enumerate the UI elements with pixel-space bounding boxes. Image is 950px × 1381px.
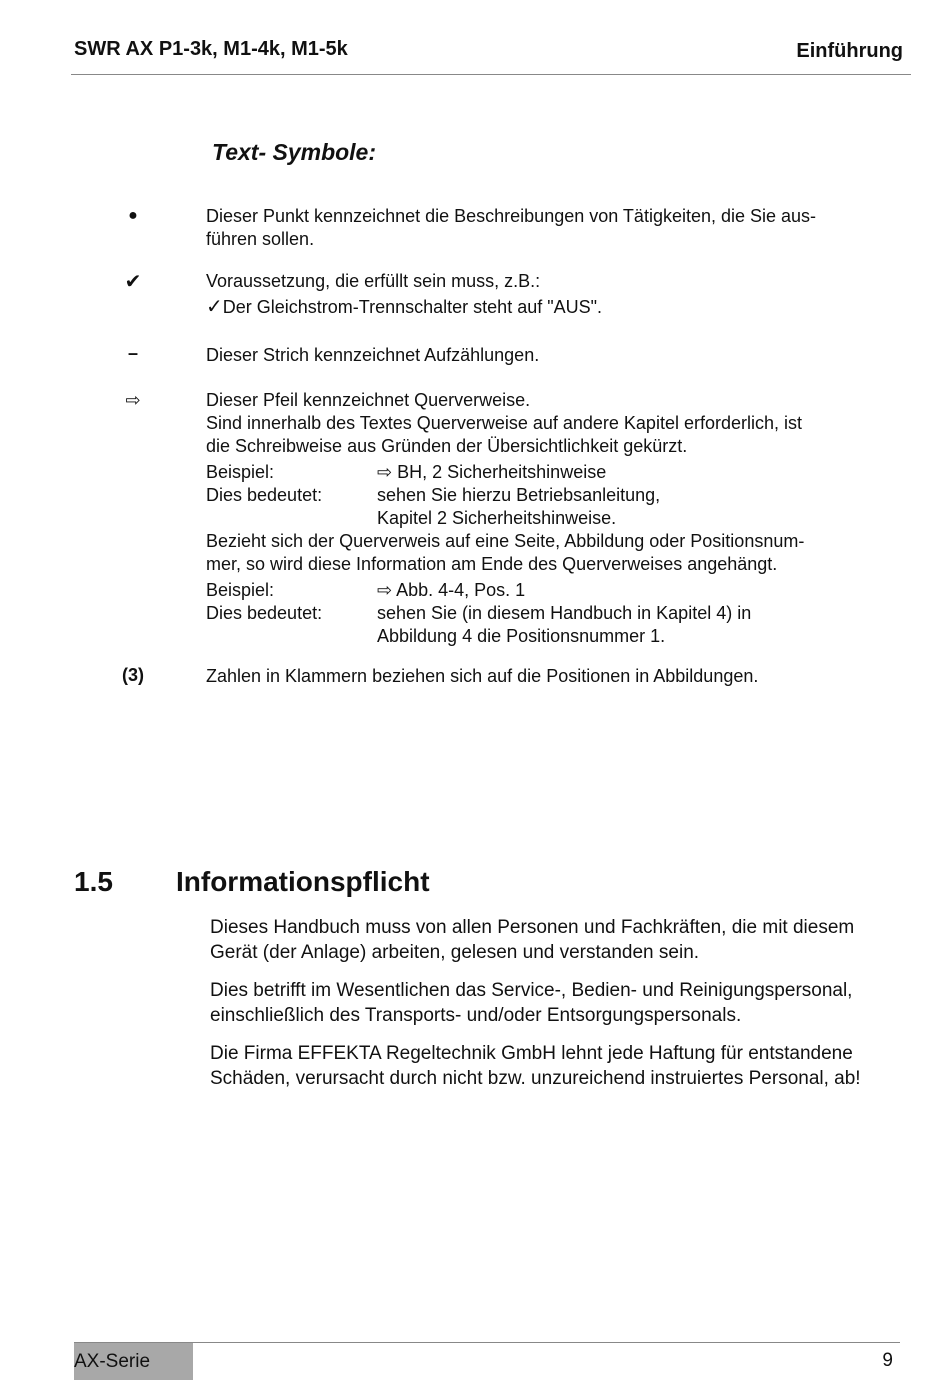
example-label: Beispiel: (206, 580, 275, 600)
header-rule (71, 74, 911, 75)
meaning-label: Dies bedeutet: (206, 603, 323, 623)
symbols-title: Text- Symbole: (212, 139, 377, 165)
bullet-icon: ● (128, 207, 138, 224)
text-line: Bezieht sich der Querverweis auf eine Seite, Abbildung oder Positionsnum- (206, 531, 805, 551)
header-chapter: Einführung (796, 40, 903, 62)
arrow-icon: ⇨ (125, 390, 141, 410)
arrow-description (206, 389, 804, 648)
bullet-description (206, 205, 816, 251)
footer-series-box (74, 1343, 193, 1380)
meaning-text: sehen Sie (in diesem Handbuch in Kapitel 4) in (377, 603, 752, 623)
dash-icon: – (127, 343, 138, 363)
paragraph: Dies betrifft im Wesentlichen das Service-, Bedien- und Reinigungspersonal, einschließlich des Transports- und/oder Entsorgungspersonals. (210, 980, 853, 1026)
text-line: Sind innerhalb des Textes Querverweise auf andere Kapitel erforderlich, ist (206, 413, 802, 433)
section-body (210, 916, 890, 1105)
header-product: SWR AX P1-3k, M1-4k, M1-5k (74, 38, 348, 60)
meaning-label: Dies bedeutet: (206, 485, 323, 505)
text-line: mer, so wird diese Information am Ende des Querverweises angehängt. (206, 554, 778, 574)
text-line: Dieser Punkt kennzeichnet die Beschreibungen von Tätigkeiten, die Sie aus- (206, 206, 817, 226)
check-description (206, 270, 602, 319)
page-number: 9 (882, 1350, 893, 1371)
example-value: Abb. 4-4, Pos. 1 (396, 580, 526, 600)
text-line: die Schreibweise aus Gründen der Übersichtlichkeit gekürzt. (206, 436, 688, 456)
footer-rule (74, 1342, 900, 1343)
arrow-icon: ⇨ (377, 580, 393, 600)
paragraph: Die Firma EFFEKTA Regeltechnik GmbH lehnt jede Haftung für entstandene Schäden, verursacht durch nicht bzw. unzureichend instruiertes Personal, ab! (210, 1043, 861, 1089)
example-value: BH, 2 Sicherheitshinweise (397, 462, 607, 482)
text-line: Dieser Pfeil kennzeichnet Querverweise. (206, 390, 531, 410)
section-number: 1.5 (74, 866, 113, 897)
text-line: Voraussetzung, die erfüllt sein muss, z.B.: (206, 271, 541, 291)
position-number-symbol: (3) (122, 665, 144, 685)
arrow-icon: ⇨ (377, 462, 393, 482)
text-line: Der Gleichstrom-Trennschalter steht auf "AUS". (222, 297, 603, 317)
footer-series: AX-Serie (74, 1351, 151, 1372)
paragraph: Dieses Handbuch muss von allen Personen und Fachkräften, die mit diesem Gerät (der Anlage) arbeiten, gelesen und verstanden sein. (210, 917, 855, 963)
checkmark-icon: ✔ (124, 271, 142, 293)
section-title: Informationspflicht (176, 866, 430, 897)
checkmark-icon: ✓ (206, 296, 223, 318)
example-label: Beispiel: (206, 462, 275, 482)
dash-description: Dieser Strich kennzeichnet Aufzählungen. (206, 345, 540, 365)
meaning-text: Kapitel 2 Sicherheitshinweise. (377, 508, 617, 528)
meaning-text: sehen Sie hierzu Betriebsanleitung, (377, 485, 661, 505)
meaning-text: Abbildung 4 die Positionsnummer 1. (377, 626, 666, 646)
number-description: Zahlen in Klammern beziehen sich auf die Positionen in Abbildungen. (206, 666, 759, 686)
text-line: führen sollen. (206, 229, 315, 249)
